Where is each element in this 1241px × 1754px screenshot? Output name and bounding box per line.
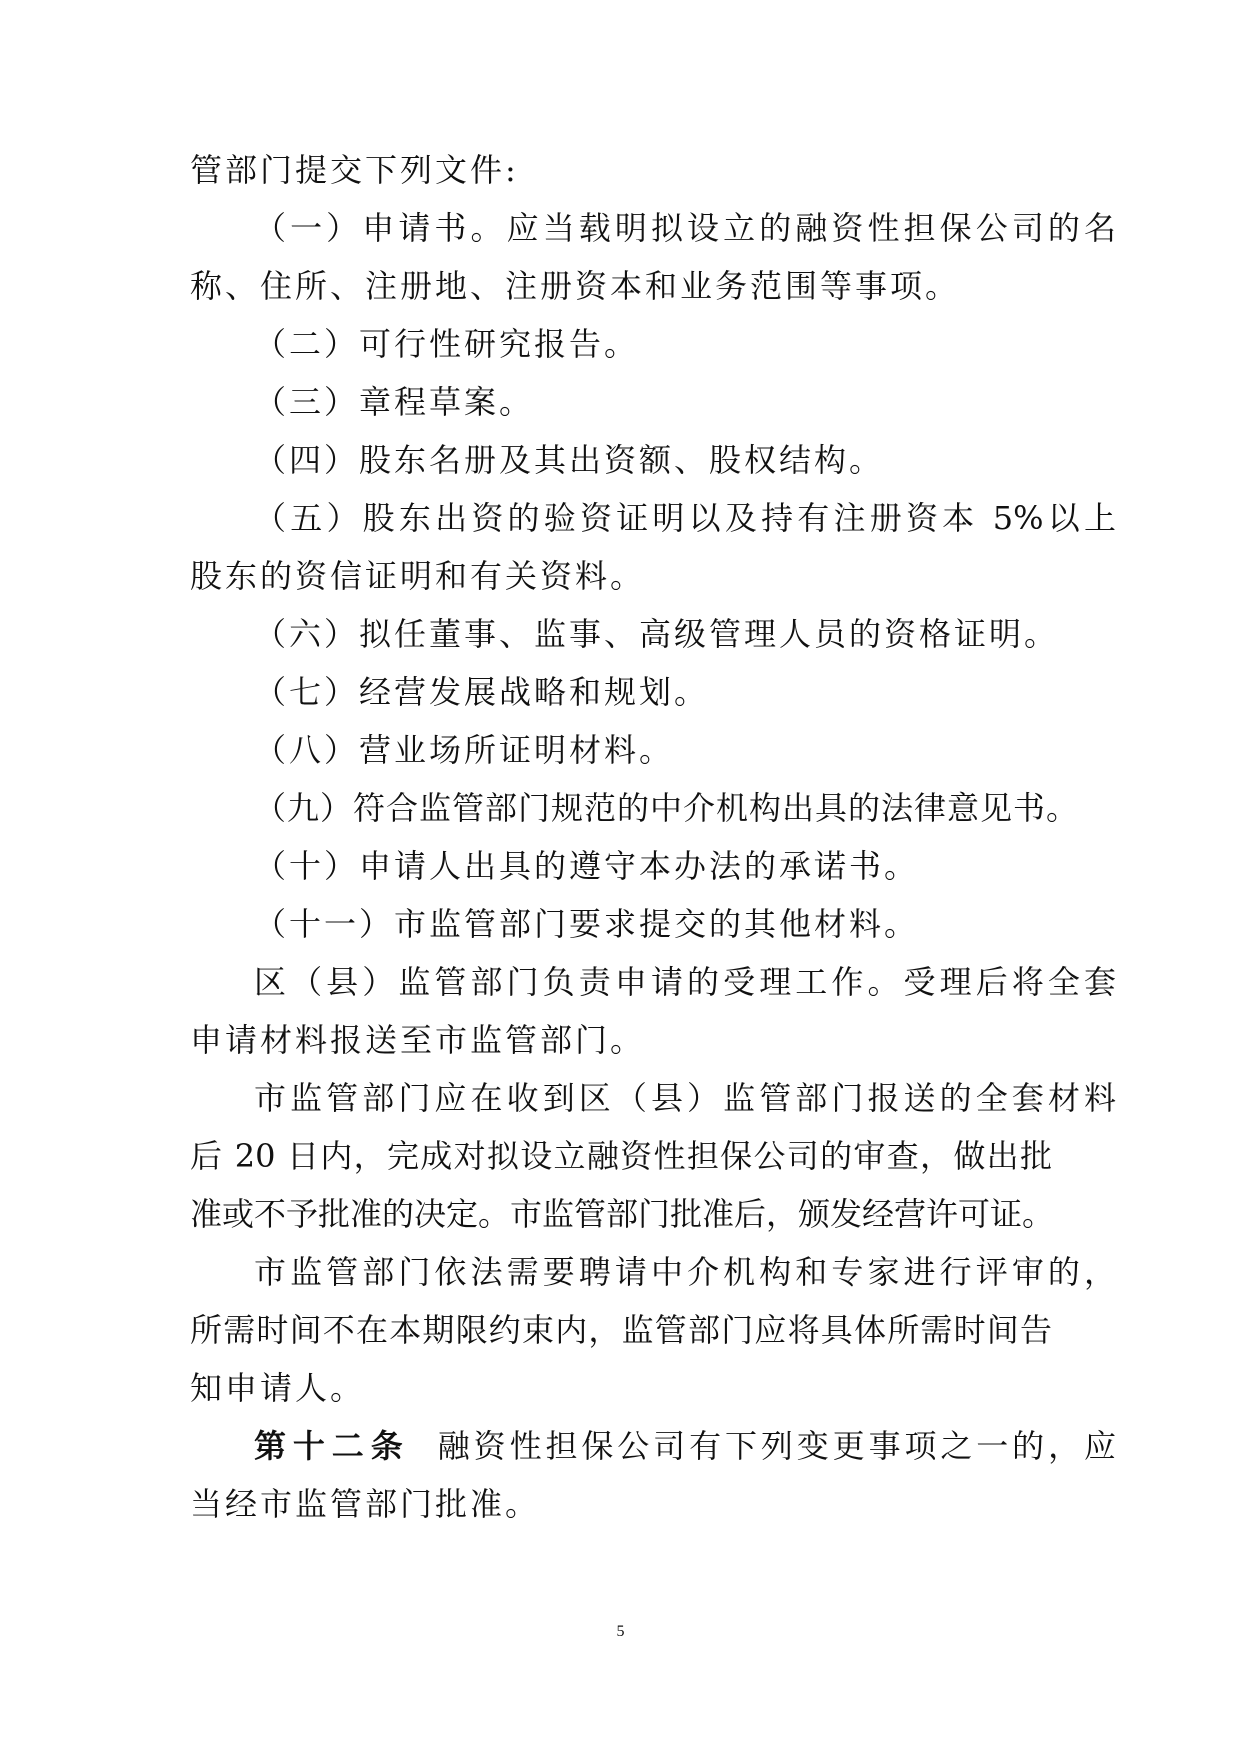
paragraph-line: 市监管部门依法需要聘请中介机构和专家进行评审的， [254, 1253, 1116, 1291]
article-paragraph [190, 1426, 1116, 1466]
paragraph-line: 准或不予批准的决定。市监管部门批准后，颁发经营许可证。 [190, 1195, 1055, 1233]
article-heading: 第十二条 [254, 1427, 410, 1465]
paragraph-line: 当经市监管部门批准。 [190, 1485, 541, 1523]
paragraph-line: 所需时间不在本期限约束内，监管部门应将具体所需时间告 [190, 1311, 1052, 1349]
list-item: （六）拟任董事、监事、高级管理人员的资格证明。 [254, 615, 1060, 653]
paragraph-line: 股东的资信证明和有关资料。 [190, 557, 646, 595]
paragraph-line: 市监管部门应在收到区（县）监管部门报送的全套材料 [254, 1079, 1116, 1117]
page-number: 5 [616, 1623, 625, 1640]
list-item: （十）申请人出具的遵守本办法的承诺书。 [254, 847, 920, 885]
paragraph-line: 称、住所、注册地、注册资本和业务范围等事项。 [190, 267, 961, 305]
paragraph-line: 管部门提交下列文件: [190, 151, 519, 189]
paragraph-line: （一）申请书。应当载明拟设立的融资性担保公司的名 [254, 209, 1116, 247]
list-item: （十一）市监管部门要求提交的其他材料。 [254, 905, 920, 943]
paragraph-line: 后 20 日内，完成对拟设立融资性担保公司的审查，做出批 [190, 1137, 1052, 1175]
list-item: （三）章程草案。 [254, 383, 535, 421]
paragraph-line: 知申请人。 [190, 1369, 366, 1407]
paragraph-line: 区（县）监管部门负责申请的受理工作。受理后将全套 [254, 963, 1116, 1001]
list-item: （五）股东出资的验资证明以及持有注册资本 5%以上 [254, 499, 1116, 537]
list-item: （九）符合监管部门规范的中介机构出具的法律意见书。 [254, 789, 1080, 827]
article-text: 融资性担保公司有下列变更事项之一的，应 [437, 1427, 1116, 1465]
list-item: （八）营业场所证明材料。 [254, 731, 675, 769]
list-item: （四）股东名册及其出资额、股权结构。 [254, 441, 885, 479]
list-item: （二）可行性研究报告。 [254, 325, 640, 363]
list-item: （七）经营发展战略和规划。 [254, 673, 710, 711]
paragraph-line: 申请材料报送至市监管部门。 [190, 1021, 646, 1059]
